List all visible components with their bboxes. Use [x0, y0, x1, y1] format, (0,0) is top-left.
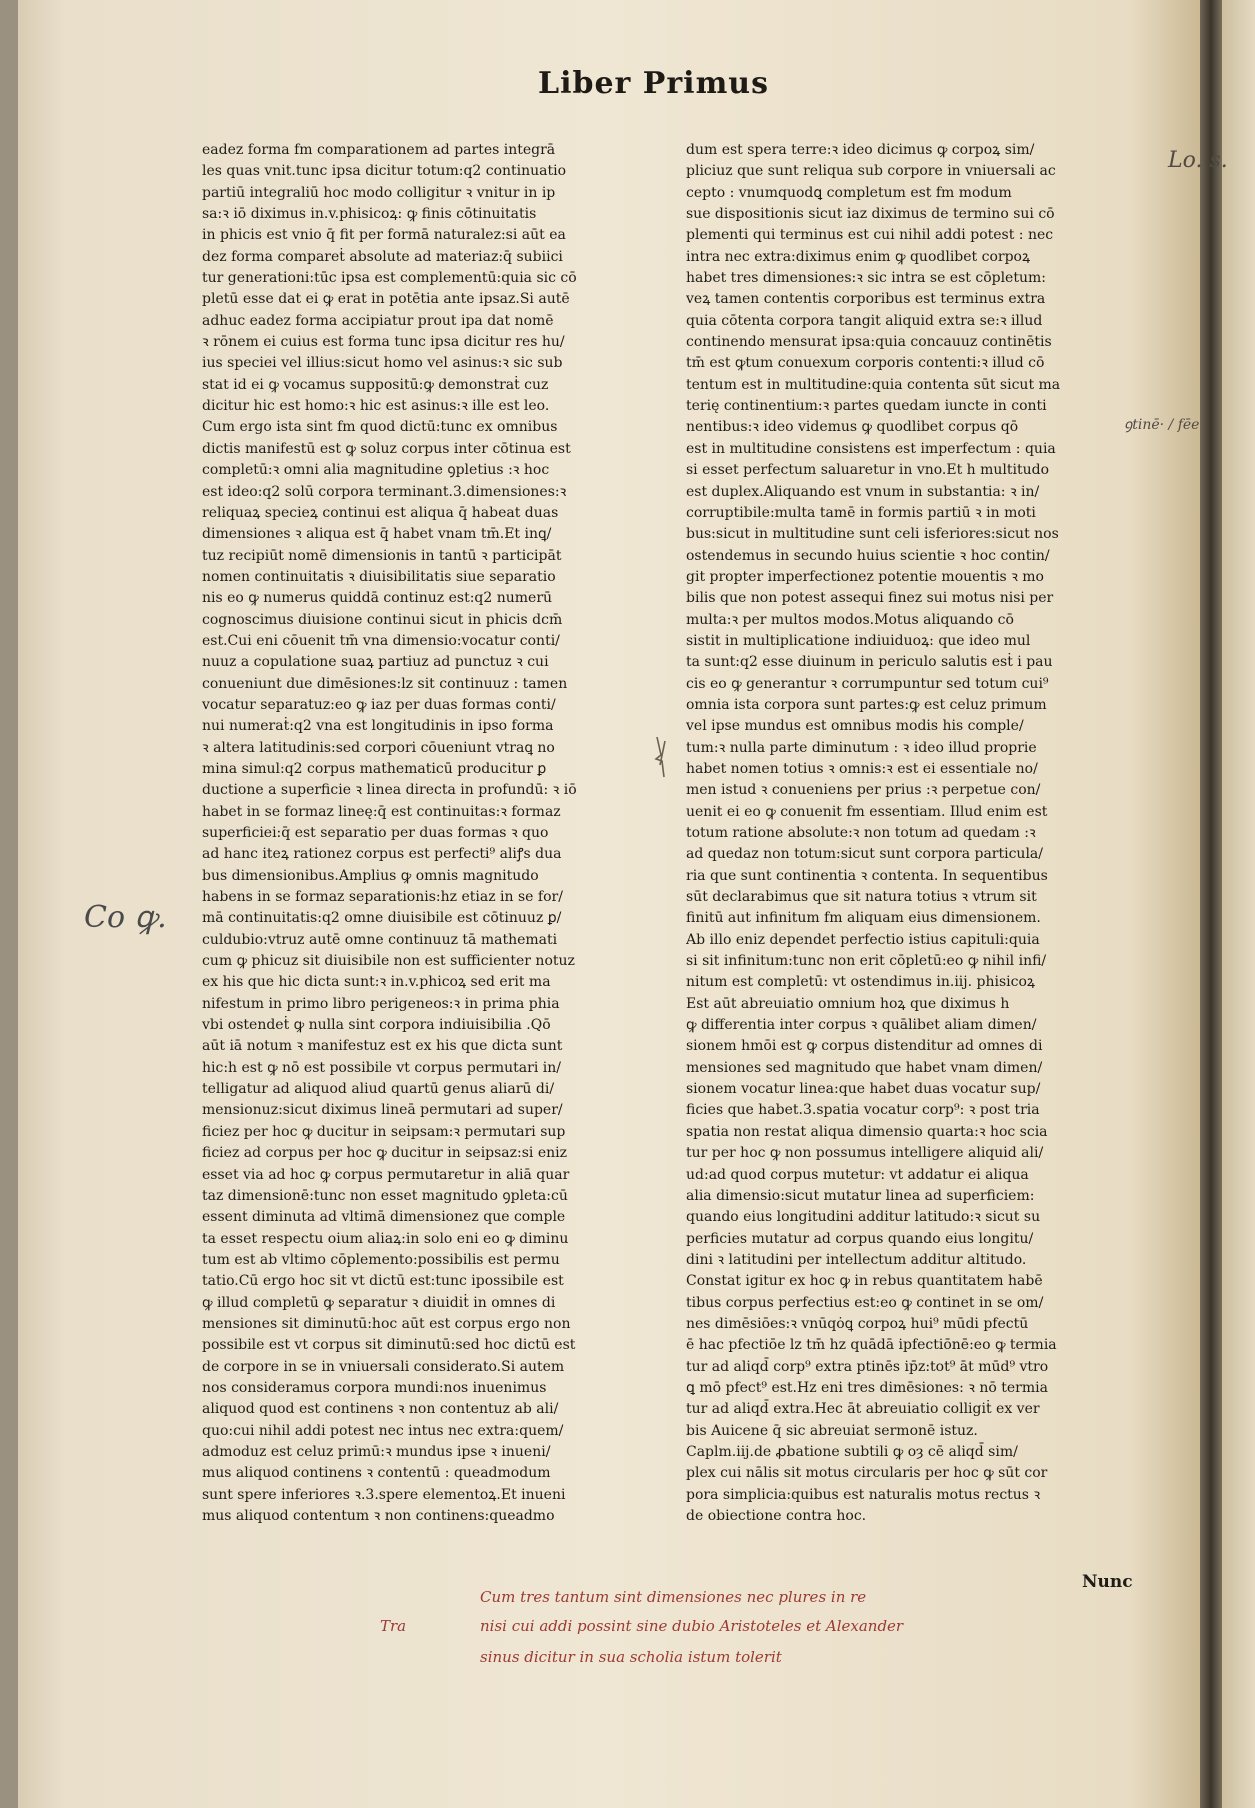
text-line: ꝛ rōnem ei cuius est forma tunc ipsa dicitur res hu/	[202, 334, 565, 351]
text-line: sistit in multiplicatione indiuiduoꝝ: que ideo mul	[686, 632, 1031, 649]
text-line: tum:ꝛ nulla parte diminutum : ꝛ ideo illud proprie	[686, 739, 1037, 756]
text-line: dez forma compareṫ absolute ad materiaz:q̄ subiici	[202, 248, 563, 265]
book-gutter	[1200, 0, 1222, 1808]
text-line: mus aliquod continens ꝛ contentū : queadmodum	[202, 1465, 551, 1482]
text-line: sa:ꝛ iō diximus in.v.phisicoꝝ: ꝙ finis cōtinuitatis	[202, 206, 537, 223]
marginal-mark-icon	[653, 735, 671, 779]
text-line: ostendemus in secundo huius scientie ꝛ hoc contin/	[686, 547, 1050, 564]
text-line: hic:h est ꝙ nō est possibile vt corpus permutari in/	[202, 1059, 561, 1076]
text-line: ꝗ mō pfect⁹ est.Hz eni tres dimēsiones: ꝛ nō termia	[686, 1379, 1048, 1396]
text-line: sue dispositionis sicut iaz diximus de termino sui cō	[686, 206, 1055, 223]
text-line: bis Auicene q̄ sic abreuiat sermonē istuz.	[686, 1422, 978, 1439]
text-line: est duplex.Aliquando est vnum in substantia: ꝛ in/	[686, 483, 1040, 500]
text-line: culdubio:vtruz autē omne continuuz tā mathemati	[202, 931, 558, 948]
text-line: adhuc eadez forma accipiatur prout ipa dat nomē	[202, 312, 554, 329]
text-line: aliquod quod est continens ꝛ non contentuz ab ali/	[202, 1401, 559, 1418]
text-line: Constat igitur ex hoc ꝙ in rebus quantitatem habē	[686, 1273, 1043, 1290]
text-line: ꝙ differentia inter corpus ꝛ quālibet aliam dimen/	[686, 1017, 1037, 1034]
text-line: tur ad aliqd̄ extra.Hec āt abreuiatio colligiṫ ex ver	[686, 1401, 1040, 1418]
text-line: telligatur ad aliquod aliud quartū genus aliarū di/	[202, 1081, 555, 1098]
text-line: vbi ostendeṫ ꝙ nulla sint corpora indiuisibilia .Qō	[202, 1017, 551, 1034]
text-line: spatia non restat aliqua dimensio quarta:ꝛ hoc scia	[686, 1123, 1048, 1140]
text-line: tibus corpus perfectius est:eo ꝙ continet in se om/	[686, 1294, 1044, 1311]
text-line: mā continuitatis:q2 omne diuisibile est cōtinuuz ꝑ/	[202, 910, 562, 927]
text-line: partiū integraliū hoc modo colligitur ꝛ vnitur in ip	[202, 184, 556, 201]
text-line: uenit ei eo ꝙ conuenit fm essentiam. Illud enim est	[686, 803, 1048, 820]
text-line: tur generationi:tūc ipsa est complementū:quia sic cō	[202, 270, 577, 287]
scribble-prefix: Tra	[380, 1617, 407, 1635]
text-line: ꝙ illud completū ꝙ separatur ꝛ diuidiṫ in omnes di	[202, 1294, 556, 1311]
margin-note-right-mid: ꝯtinē· / fēe	[1124, 417, 1200, 433]
text-line: nes dimēsiōes:ꝛ vnūqȯꝗ corpoꝝ hui⁹ mūdi pfectū	[686, 1315, 1029, 1332]
text-line: cognoscimus diuisione continui sicut in phicis dcm̄	[202, 611, 563, 628]
text-line: esset via ad hoc ꝙ corpus permutaretur in aliā quar	[202, 1166, 570, 1183]
text-line: ius speciei vel illius:sicut homo vel asinus:ꝛ sic sub	[202, 355, 563, 372]
text-line: eadez forma fm comparationem ad partes integrā	[202, 142, 556, 158]
text-line: nitum est completū: vt ostendimus in.iij. phisicoꝝ	[686, 974, 1036, 991]
text-line: multa:ꝛ per multos modos.Motus aliquando cō	[686, 611, 1014, 628]
text-line: tur per hoc ꝙ non possumus intelligere aliquid ali/	[686, 1145, 1044, 1162]
text-line: alia dimensio:sicut mutatur linea ad superficiem:	[686, 1187, 1035, 1204]
text-line: sionem hmōi est ꝙ corpus distenditur ad omnes di	[686, 1038, 1043, 1055]
text-line: mensiones sit diminutū:hoc aūt est corpus ergo non	[202, 1315, 571, 1332]
text-line: sionem vocatur linea:que habet duas vocatur sup/	[686, 1081, 1041, 1098]
text-line: reliquaꝝ specieꝝ continui est aliqua q̄ habeat duas	[202, 504, 559, 521]
text-line: quo:cui nihil addi potest nec intus nec extra:quem/	[202, 1422, 564, 1439]
text-line: cepto : vnumquodꝗ completum est fm modum	[686, 184, 1012, 201]
text-line: tentum est in multitudine:quia contenta sūt sicut ma	[686, 376, 1061, 393]
right-column	[686, 140, 1141, 1527]
text-line: ex his que hic dicta sunt:ꝛ in.v.phicoꝝ sed erit ma	[202, 974, 551, 991]
text-line: nifestum in primo libro perigeneos:ꝛ in prima phia	[202, 995, 560, 1012]
text-line: finitū aut infinitum fm aliquam eius dimensionem.	[686, 910, 1041, 927]
text-line: pora simplicia:quibus est naturalis motus rectus ꝛ	[686, 1486, 1041, 1503]
text-line: Est aūt abreuiatio omnium hoꝝ que diximus h	[686, 995, 1010, 1012]
text-line: completū:ꝛ omni alia magnitudine ꝯpletius :ꝛ hoc	[202, 462, 550, 479]
text-line: bus:sicut in multitudine sunt celi isferiores:sicut nos	[686, 526, 1059, 543]
text-line: bilis que non potest assequi finez sui motus nisi per	[686, 590, 1054, 607]
text-line: mensionuz:sicut diximus lineā permutari ad super/	[202, 1102, 563, 1119]
text-line: si sit infinitum:tunc non erit cōpletū:eo ꝙ nihil infi/	[686, 953, 1047, 970]
text-line: est in multitudine consistens est imperfectum : quia	[686, 440, 1056, 457]
text-line: tum est ab vltimo cōplemento:possibilis est permu	[202, 1251, 560, 1268]
text-line: nui numeraṫ:q2 vna est longitudinis in ipso forma	[202, 718, 554, 735]
text-line: pletū esse dat ei ꝙ erat in potētia ante ipsaz.Si autē	[202, 291, 570, 308]
text-line: de obiectione contra hoc.	[686, 1508, 867, 1524]
text-line: habet in se formaz lineę:q̄ est continuitas:ꝛ formaz	[202, 803, 561, 820]
text-line: superficiei:q̄ est separatio per duas formas ꝛ quo	[202, 825, 549, 841]
text-line: vocatur separatuz:eo ꝙ iaz per duas formas conti/	[202, 696, 556, 713]
text-line: intra nec extra:diximus enim ꝙ quodlibet corpoꝝ	[686, 248, 1031, 265]
text-line: habet nomen totius ꝛ omnis:ꝛ est ei essentiale no/	[686, 760, 1038, 777]
text-line: aūt iā notum ꝛ manifestuz est ex his que dicta sunt	[202, 1038, 563, 1055]
text-line: pliciuz que sunt reliqua sub corpore in vniuersali ac	[686, 163, 1056, 180]
text-line: Ab illo eniz dependet perfectio istius capituli:quia	[686, 931, 1040, 948]
text-line: ficies que habet.3.spatia vocatur corp⁹: ꝛ post tria	[686, 1102, 1040, 1119]
text-line: ad quedaz non totum:sicut sunt corpora particula/	[686, 846, 1043, 863]
left-column	[202, 140, 657, 1527]
text-line: habet tres dimensiones:ꝛ sic intra se est cōpletum:	[686, 270, 1046, 287]
margin-note-left: Co ꝙ.	[84, 900, 167, 935]
text-line: quia cōtenta corpora tangit aliquid extra se:ꝛ illud	[686, 312, 1043, 329]
text-line: vel ipse mundus est omnibus modis his comple/	[686, 718, 1024, 735]
text-line: dini ꝛ latitudini per intellectum additur altitudo.	[686, 1251, 1027, 1268]
text-line: plementi qui terminus est cui nihil addi potest : nec	[686, 227, 1054, 244]
text-line: ta esset respectu oium aliaꝝ:in solo eni eo ꝙ diminu	[202, 1230, 569, 1247]
text-line: dum est spera terre:ꝛ ideo dicimus ꝙ corpoꝝ sim/	[686, 142, 1035, 158]
text-line: totum ratione absolute:ꝛ non totum ad quedam :ꝛ	[686, 825, 1036, 841]
text-line: conueniunt due dimēsiones:lz sit continuuz : tamen	[202, 675, 568, 692]
text-line: mus aliquod contentum ꝛ non continens:queadmo	[202, 1508, 555, 1524]
text-line: essent diminuta ad vltimā dimensionez que comple	[202, 1209, 566, 1226]
catchword: Nunc	[1082, 1572, 1133, 1592]
text-line: Cum ergo ista sint fm quod dictū:tunc ex omnibus	[202, 419, 558, 436]
margin-note-right-top: Lo. s.	[1168, 148, 1228, 173]
text-line: ad hanc iteꝝ rationez corpus est perfecti⁹ aliꝭs dua	[202, 846, 562, 863]
text-line: ta sunt:q2 esse diuinum in periculo salutis esṫ i pau	[686, 654, 1053, 671]
facing-page-edge	[1222, 0, 1255, 1808]
text-line: dicitur hic est homo:ꝛ hic est asinus:ꝛ ille est leo.	[202, 398, 550, 415]
text-line: est ideo:q2 solū corpora terminant.3.dimensiones:ꝛ	[202, 483, 567, 500]
text-line: dimensiones ꝛ aliqua est q̄ habet vnam tm̄.Et inꝗ/	[202, 526, 552, 543]
text-line: cum ꝙ phicuz sit diuisibile non est sufficienter notuz	[202, 953, 575, 970]
scribble-line: sinus dicitur in sua scholia istum tolerit	[480, 1648, 782, 1666]
text-line: nos consideramus corpora mundi:nos inuenimus	[202, 1379, 547, 1396]
text-line: tur ad aliqd̄ corp⁹ extra ptinēs ip̄z:tot⁹ āt mūd⁹ vtro	[686, 1358, 1049, 1375]
text-line: perficies mutatur ad corpus quando eius longitu/	[686, 1230, 1034, 1247]
text-line: est.Cui eni cōuenit tm̄ vna dimensio:vocatur conti/	[202, 632, 560, 649]
text-line: nuuz a copulatione suaꝝ partiuz ad punctuz ꝛ cui	[202, 654, 549, 671]
text-line: ud:ad quod corpus mutetur: vt addatur ei aliqua	[686, 1166, 1029, 1183]
text-line: habens in se formaz separationis:hz etiaz in se for/	[202, 889, 563, 906]
text-line: de corpore in se in vniuersali considerato.Si autem	[202, 1358, 565, 1375]
scribble-line: Cum tres tantum sint dimensiones nec plures in re	[480, 1588, 867, 1606]
text-line: mensiones sed magnitudo que habet vnam dimen/	[686, 1059, 1043, 1076]
text-line: men istud ꝛ conueniens per prius :ꝛ perpetue con/	[686, 782, 1041, 799]
text-line: stat id ei ꝙ vocamus suppositū:ꝙ demonstraṫ cuz	[202, 376, 549, 393]
text-line: tm̄ est ꝙtum conuexum corporis contenti:ꝛ illud cō	[686, 355, 1045, 372]
text-line: git propter imperfectionez potentie mouentis ꝛ mo	[686, 568, 1044, 585]
text-line: nis eo ꝙ numerus quiddā continuz est:q2 numerū	[202, 590, 553, 607]
text-line: si esset perfectum saluaretur in vno.Et h multitudo	[686, 462, 1050, 479]
text-line: nomen continuitatis ꝛ diuisibilitatis siue separatio	[202, 568, 556, 585]
text-line: ē hac pfectiōe lz tm̄ hz quādā ipfectiōnē:eo ꝙ termia	[686, 1337, 1057, 1354]
text-line: sunt spere inferiores ꝛ.3.spere elementoꝝ.Et inueni	[202, 1486, 566, 1503]
text-line: taz dimensionē:tunc non esset magnitudo ꝯpleta:cū	[202, 1187, 568, 1204]
text-line: ficiez per hoc ꝙ ducitur in seipsam:ꝛ permutari sup	[202, 1123, 566, 1140]
text-line: ficiez ad corpus per hoc ꝙ ducitur in seipsaz:si eniz	[202, 1145, 568, 1162]
text-line: bus dimensionibus.Amplius ꝙ omnis magnitudo	[202, 867, 539, 884]
text-line: mina simul:q2 corpus mathematicū producitur ꝑ	[202, 760, 547, 777]
text-line: possibile est vt corpus sit diminutū:sed hoc dictū est	[202, 1337, 576, 1354]
text-line: nentibus:ꝛ ideo videmus ꝙ quodlibet corpus qō	[686, 419, 1019, 436]
text-line: veꝝ tamen contentis corporibus est terminus extra	[686, 291, 1046, 308]
text-line: admoduz est celuz primū:ꝛ mundus ipse ꝛ inueni/	[202, 1443, 551, 1460]
text-line: ria que sunt continentia ꝛ contenta. In sequentibus	[686, 867, 1048, 884]
text-line: in phicis est vnio q̄ fit per formā naturalez:si aūt ea	[202, 227, 566, 244]
text-line: Caplm.iij.de ꝓbatione subtili ꝙ oȝ cē aliqd̄ sim/	[686, 1443, 1018, 1460]
text-line: sūt declarabimus que sit natura totius ꝛ vtrum sit	[686, 889, 1037, 906]
text-line: omnia ista corpora sunt partes:ꝙ est celuz primum	[686, 696, 1047, 713]
scribble-line: nisi cui addi possint sine dubio Aristoteles et Alexander	[480, 1617, 904, 1635]
text-line: dictis manifestū est ꝙ soluz corpus inter cōtinua est	[202, 440, 571, 457]
text-line: tatio.Cū ergo hoc sit vt dictū est:tunc ipossibile est	[202, 1273, 564, 1290]
text-line: continendo mensurat ipsa:quia concauuz continētis	[686, 334, 1052, 351]
text-line: terię continentium:ꝛ partes quedam iuncte in conti	[686, 398, 1047, 415]
text-line: ꝛ altera latitudinis:sed corpori cōueniunt vtraꝗ no	[202, 739, 555, 756]
text-line: corruptibile:multa tamē in formis partiū ꝛ in moti	[686, 504, 1036, 521]
text-line: les quas vnit.tunc ipsa dicitur totum:q2 continuatio	[202, 163, 567, 180]
text-line: cis eo ꝙ generantur ꝛ corrumpuntur sed totum cui⁹	[686, 675, 1049, 692]
text-line: quando eius longitudini additur latitudo:ꝛ sicut su	[686, 1209, 1041, 1226]
running-head: Liber Primus	[538, 66, 770, 101]
text-line: tuz recipiūt nomē dimensionis in tantū ꝛ participāt	[202, 547, 562, 564]
text-line: ductione a superficie ꝛ linea directa in profundū: ꝛ iō	[202, 782, 577, 799]
text-line: plex cui nālis sit motus circularis per hoc ꝙ sūt cor	[686, 1465, 1048, 1482]
